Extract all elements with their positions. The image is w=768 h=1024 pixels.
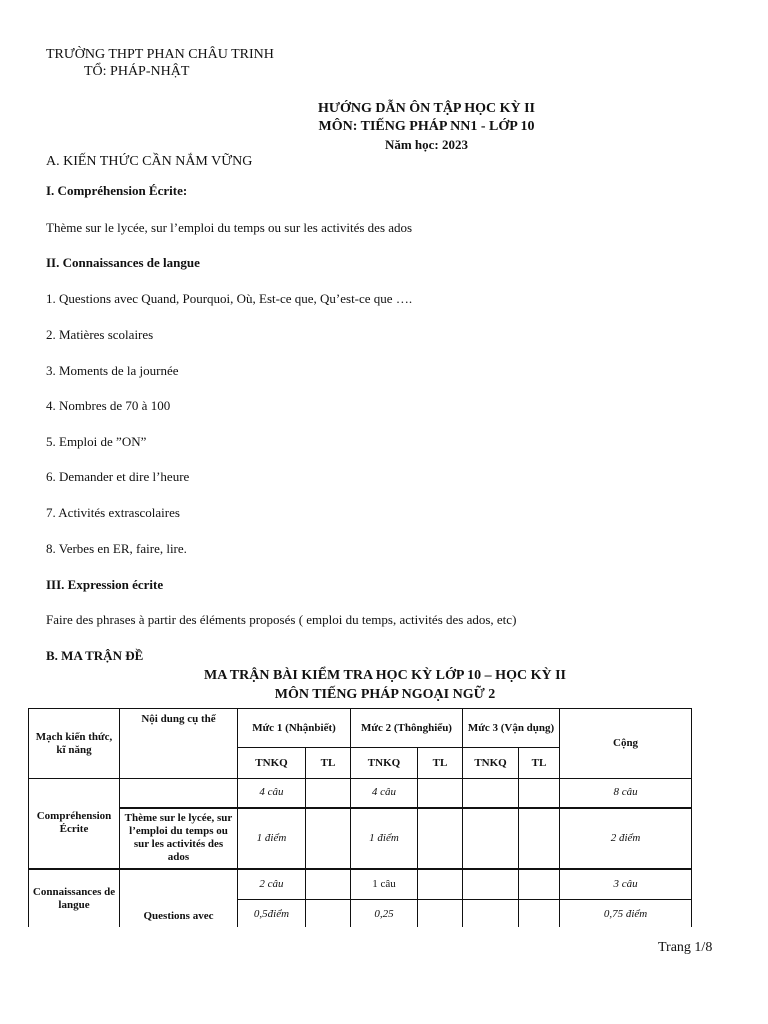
subheader-tl: TL bbox=[519, 748, 560, 779]
cell-m2-tnkq: 1 câu bbox=[351, 869, 418, 900]
subheader-tl: TL bbox=[418, 748, 463, 779]
empty-cell bbox=[519, 779, 560, 808]
subject-title: MÔN: TIẾNG PHÁP NN1 - LỚP 10 bbox=[318, 119, 535, 134]
empty-cell bbox=[418, 779, 463, 808]
page-bottom-area bbox=[0, 927, 768, 1024]
row-connaissances-label: Connaissances de langue bbox=[29, 869, 120, 930]
cell-m2-tnkq: 1 điểm bbox=[351, 808, 418, 869]
table-row bbox=[29, 779, 692, 808]
row-comprehension-label: Compréhension Écrite bbox=[29, 779, 120, 869]
subheader-tl: TL bbox=[306, 748, 351, 779]
list-item: 8. Verbes en ER, faire, lire. bbox=[46, 541, 187, 556]
cell-m1-tnkq: 1 điểm bbox=[238, 808, 306, 869]
list-item: 1. Questions avec Quand, Pourquoi, Où, Est-ce que, Qu’est-ce que …. bbox=[46, 291, 413, 306]
empty-cell bbox=[519, 869, 560, 900]
matrix-title: MA TRẬN BÀI KIỂM TRA HỌC KỲ LỚP 10 – HỌC KỲ II bbox=[204, 668, 566, 683]
empty-cell bbox=[418, 900, 463, 930]
table-row bbox=[29, 869, 692, 900]
cell-cong: 2 điểm bbox=[560, 808, 692, 869]
subheader-tnkq: TNKQ bbox=[238, 748, 306, 779]
empty-cell bbox=[306, 869, 351, 900]
section-a-heading: A. KIẾN THỨC CẦN NẮM VỮNG bbox=[46, 154, 253, 169]
empty-cell bbox=[306, 779, 351, 808]
empty-cell bbox=[120, 779, 238, 808]
school-name: TRƯỜNG THPT PHAN CHÂU TRINH bbox=[46, 47, 274, 62]
empty-cell bbox=[463, 900, 519, 930]
list-item: 4. Nombres de 70 à 100 bbox=[46, 398, 171, 413]
list-item: 6. Demander et dire l’heure bbox=[46, 469, 190, 484]
cell-m1-tnkq: 2 câu bbox=[238, 869, 306, 900]
empty-cell bbox=[418, 869, 463, 900]
row-comprehension-content: Thème sur le lycée, sur l’emploi du temps ou sur les activités des ados bbox=[120, 808, 238, 869]
subheader-tnkq: TNKQ bbox=[351, 748, 418, 779]
part3-text: Faire des phrases à partir des éléments proposés ( emploi du temps, activités des ados, etc) bbox=[46, 612, 517, 627]
part3-heading: III. Expression écrite bbox=[46, 577, 164, 592]
section-b-heading: B. MA TRẬN ĐỀ bbox=[46, 648, 144, 663]
department-name: TỔ: PHÁP-NHẬT bbox=[84, 64, 190, 79]
header-muc-2: Mức 2 (Thônghiểu) bbox=[351, 709, 463, 748]
cell-cong: 0,75 điểm bbox=[560, 900, 692, 930]
page-number: Trang 1/8 bbox=[658, 940, 713, 955]
header-noi-dung: Nội dung cụ thể bbox=[120, 709, 238, 779]
list-item: 2. Matières scolaires bbox=[46, 327, 154, 342]
header-muc-1: Mức 1 (Nhậnbiết) bbox=[238, 709, 351, 748]
empty-cell bbox=[463, 808, 519, 869]
header-mach-kien-thuc: Mạch kiến thức, kĩ năng bbox=[29, 709, 120, 779]
list-item: 7. Activités extrascolaires bbox=[46, 505, 180, 520]
cell-m1-tnkq: 0,5điểm bbox=[238, 900, 306, 930]
document-title: HƯỚNG DẪN ÔN TẬP HỌC KỲ II bbox=[317, 101, 535, 116]
row-connaissances-content: Questions avec bbox=[120, 869, 238, 930]
subheader-tnkq: TNKQ bbox=[463, 748, 519, 779]
list-item: 3. Moments de la journée bbox=[46, 363, 179, 378]
header-muc-3: Mức 3 (Vận dụng) bbox=[463, 709, 560, 748]
cell-m1-tnkq: 4 câu bbox=[238, 779, 306, 808]
empty-cell bbox=[519, 808, 560, 869]
header-cong: Cộng bbox=[560, 709, 692, 779]
empty-cell bbox=[306, 808, 351, 869]
empty-cell bbox=[519, 900, 560, 930]
empty-cell bbox=[463, 869, 519, 900]
part1-text: Thème sur le lycée, sur l’emploi du temps ou sur les activités des ados bbox=[46, 220, 413, 235]
part1-heading: I. Compréhension Écrite: bbox=[46, 183, 188, 198]
exam-matrix-table bbox=[28, 708, 692, 930]
cell-cong: 3 câu bbox=[560, 869, 692, 900]
table-row bbox=[29, 808, 692, 869]
school-year: Năm học: 2023 bbox=[384, 137, 469, 152]
empty-cell bbox=[463, 779, 519, 808]
empty-cell bbox=[306, 900, 351, 930]
list-item: 5. Emploi de ”ON” bbox=[46, 434, 147, 449]
cell-m2-tnkq: 4 câu bbox=[351, 779, 418, 808]
part2-heading: II. Connaissances de langue bbox=[46, 255, 200, 270]
matrix-subtitle: MÔN TIẾNG PHÁP NGOẠI NGỮ 2 bbox=[274, 687, 496, 702]
cell-cong: 8 câu bbox=[560, 779, 692, 808]
cell-m2-tnkq: 0,25 bbox=[351, 900, 418, 930]
empty-cell bbox=[418, 808, 463, 869]
